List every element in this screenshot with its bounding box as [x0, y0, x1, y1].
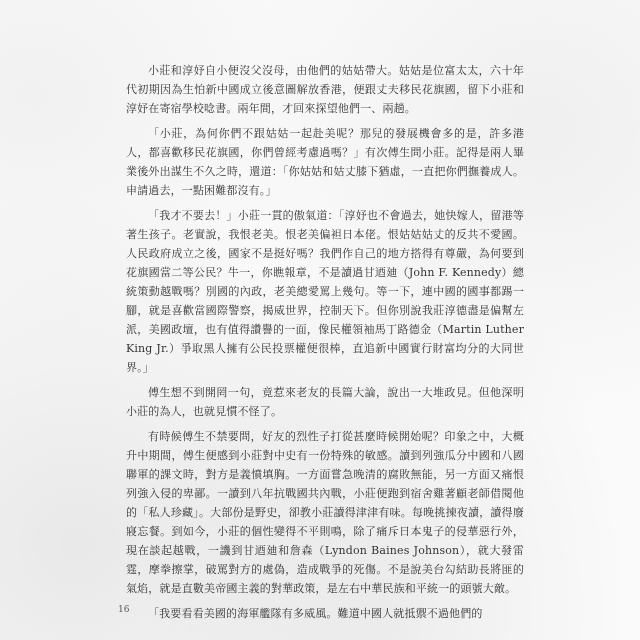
body-text	[126, 61, 524, 629]
paragraph-4: 傅生想不到開罔一句，竟惹來老友的長篇大論，說出一大堆政見。但他深明小莊的為人，也就見慣不怪了。	[126, 386, 524, 418]
page-number: 16	[118, 605, 130, 615]
paragraph-6: 「我要看看美國的海軍艦隊有多威風。難道中國人就抵禦不過他們的	[148, 607, 483, 620]
paragraph-2: 「小莊，為何你們不跟姑姑一起赴美呢？那兒的發展機會多的是，許多港人，都喜歡移民花旗國，你們曾經考慮過嗎？」有次傅生問小莊。記得是兩人畢業後外出謀生不久之時，還道：「你姑姑和姑丈膝下猶虛，一直把你們撫養成人。申請過去，一點困難都沒有。」	[126, 127, 524, 197]
paragraph-5: 有時候傅生不禁要問，好友的烈性子打從甚麼時候開始呢？印象之中，大概升中期間，傅生便感到小莊對中史有一份特殊的敏感。讀到列強瓜分中國和八國聯軍的課文時，對方是義憤填胸。一方面嘗急晚清的腐敗無能，另一方面又痛恨列強入侵的卑鄙。一讀到八年抗戰國共內戰，小莊便跑到宿舍雞著顧老師借閱他的「私人珍藏」。大部份是野史，卻教小莊讀得津津有味。每晚挑揀夜讀，讀得廢寢忘餐。到如今，小莊的個性變得不平則鳴，除了痛斥日本鬼子的侵華惡行外，現在談起越戰，一譏到甘迺廸和詹森（Lyndon Baines Johnson），就大發雷霆，摩拳擦掌，破罵對方的處偽，造成戰爭的死傷。不是說美台勾結助長將匪的氣焰，就是直數美帝國主義的對華政策，是左右中華民族和平統一的頭號大敵。	[126, 430, 524, 595]
paragraph-1: 小莊和淳妤自小便沒父沒母，由他們的姑姑帶大。姑姑是位富太太，六十年代初期因為生怕新中國成立後意圖解放香港，便跟丈夫移民花旗國，留下小莊和淳妤在寄宿學校唸書。兩年間，才回來探望他們一、兩趟。	[126, 64, 524, 115]
paragraph-3: 「我才不要去！」小莊一貫的傲氣道：「淳妤也不會過去，她快嫁人，留港等著生孩子。老實說，我恨老美。恨老美偏袒日本佬。恨姑姑姑丈的反共不愛國。人民政府成立之後，國家不是挺好嗎？我們作自己的地方搭得有尊嚴，為何要到花旗國當二等公民？牛一，你瞧報章，不是讀過甘迺廸（John F. Kennedy）總統策動越戰嗎？別國的內政，老美總愛罵上幾句。等一下，連中國的國事都踢一腳，就是喜歡當國際警察，揭威世界，控制天下。但你別說我莊淳德盡是偏幫左派，美國政壇，也有值得讚譽的一面，像民權領袖馬丁路德金（Martin Luther King Jr.）爭取黑人擁有公民投票權便很棒，直追新中國實行財富均分的大同世界。」	[126, 209, 524, 374]
